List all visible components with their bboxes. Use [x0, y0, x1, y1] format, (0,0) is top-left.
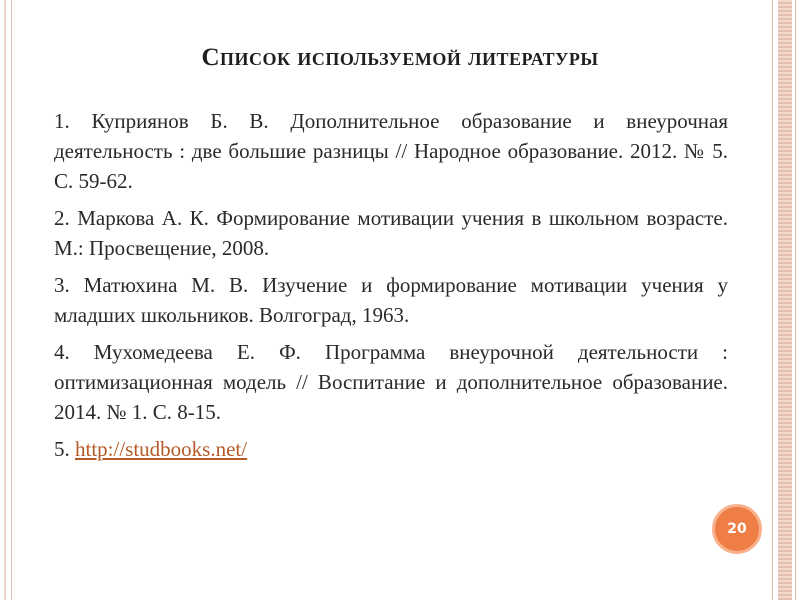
reference-item-1: 1. Куприянов Б. В. Дополнительное образование и внеурочная деятельность : две большие разницы // Народное образование. 2012. № 5. С. 59-62.: [54, 109, 728, 193]
page-number-badge: [712, 504, 762, 554]
reference-item-3: 3. Матюхина М. В. Изучение и формирование мотивации учения у младших школьников. Волгоград, 1963.: [54, 273, 728, 327]
left-frame-border: [0, 0, 12, 600]
slide-title: Список используемой литературы: [201, 44, 599, 71]
reference-item-5-number: 5.: [54, 437, 75, 461]
reference-list: [54, 106, 728, 471]
reference-item-4: 4. Мухомедеева Е. Ф. Программа внеурочной деятельности : оптимизационная модель // Воспитание и дополнительное образование. 2014. № 1. С. 8-15.: [54, 340, 728, 424]
right-frame-border: [768, 0, 800, 600]
reference-item-2: 2. Маркова А. К. Формирование мотивации учения в школьном возрасте. М.: Просвещение, 2008.: [54, 206, 728, 260]
reference-item-5: [54, 434, 728, 464]
reference-link[interactable]: http://studbooks.net/: [75, 437, 248, 461]
page-number: 20: [727, 521, 747, 537]
